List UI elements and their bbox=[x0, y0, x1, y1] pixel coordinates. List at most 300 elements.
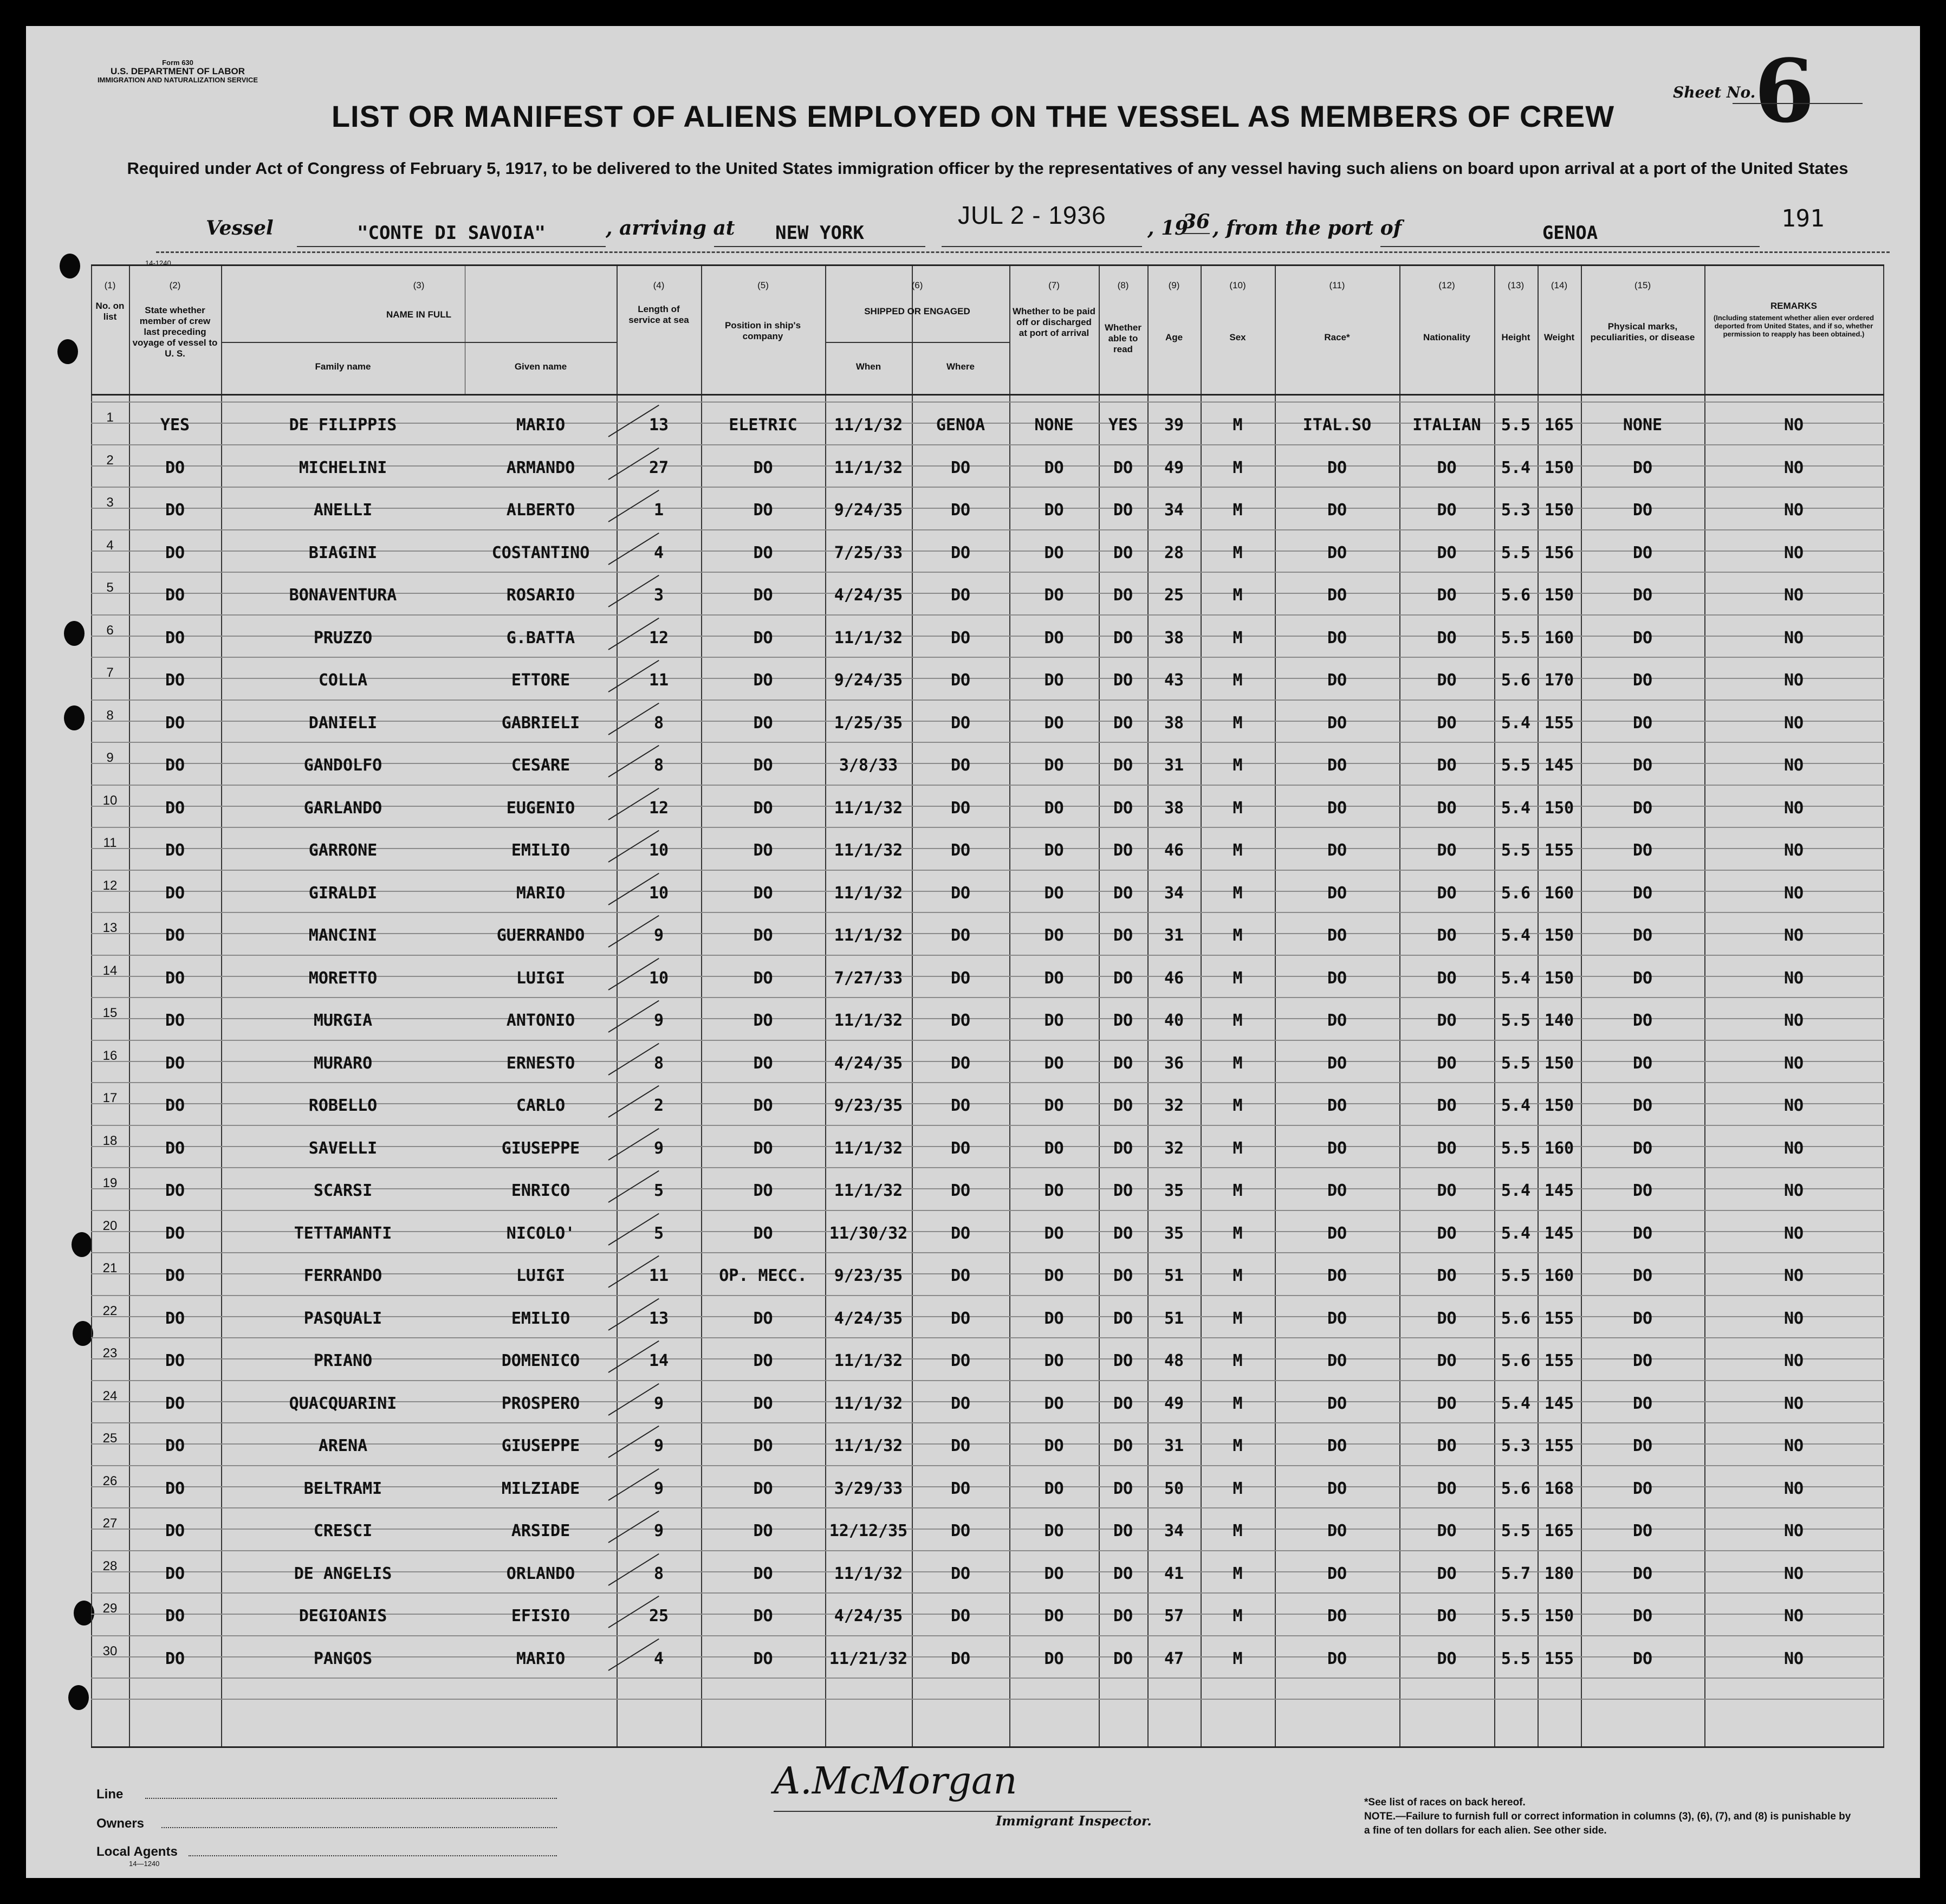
cell-no: 3 bbox=[106, 495, 114, 510]
cell-nat: DO bbox=[1437, 1011, 1457, 1030]
cell-paid: DO bbox=[1044, 586, 1064, 605]
cell-nat: DO bbox=[1437, 1309, 1457, 1328]
cell-wt: 160 bbox=[1544, 628, 1574, 647]
cell-when: 11/1/32 bbox=[834, 458, 903, 477]
cell-len: 25 bbox=[648, 1607, 669, 1625]
cell-prev: YES bbox=[160, 416, 190, 435]
cell-pos: DO bbox=[753, 458, 773, 477]
cell-age: 46 bbox=[1164, 841, 1184, 860]
cell-when: 4/24/35 bbox=[834, 586, 903, 605]
cell-when: 11/1/32 bbox=[834, 416, 903, 435]
vessel-label: Vessel bbox=[206, 217, 274, 239]
cell-wt: 155 bbox=[1544, 1649, 1574, 1668]
cell-nat: DO bbox=[1437, 671, 1457, 690]
cell-given: CESARE bbox=[511, 756, 570, 775]
cell-nat: DO bbox=[1437, 841, 1457, 860]
shipped-subheader-line bbox=[825, 342, 1009, 343]
cell-read: DO bbox=[1113, 1436, 1133, 1455]
ruled-line bbox=[91, 529, 1884, 530]
cell-ht: 5.5 bbox=[1501, 1138, 1531, 1158]
cell-given: COSTANTINO bbox=[491, 543, 590, 562]
cell-family: TETTAMANTI bbox=[294, 1223, 392, 1243]
cell-age: 51 bbox=[1164, 1309, 1184, 1328]
cell-family: PANGOS bbox=[313, 1649, 373, 1668]
cell-no: 9 bbox=[106, 750, 114, 765]
cell-rem: NO bbox=[1783, 1564, 1804, 1583]
cell-nat: DO bbox=[1437, 1053, 1457, 1073]
cell-where: DO bbox=[950, 458, 971, 477]
ruled-line bbox=[91, 1082, 1884, 1083]
cell-read: DO bbox=[1113, 1564, 1133, 1583]
ruled-line bbox=[91, 870, 1884, 871]
cell-ht: 5.6 bbox=[1501, 1479, 1531, 1498]
cell-len: 1 bbox=[653, 501, 664, 520]
cell-family: SAVELLI bbox=[308, 1138, 378, 1158]
cell-pos: DO bbox=[753, 1436, 773, 1455]
cell-age: 40 bbox=[1164, 1011, 1184, 1030]
cell-sex: M bbox=[1233, 586, 1243, 605]
header-bottom-rule bbox=[91, 394, 1884, 396]
cell-race: DO bbox=[1327, 1607, 1347, 1625]
cell-where: DO bbox=[950, 1053, 971, 1073]
cell-phys: DO bbox=[1632, 458, 1653, 477]
header-where: Where bbox=[946, 361, 975, 372]
cell-phys: DO bbox=[1632, 1351, 1653, 1370]
cell-race: DO bbox=[1327, 671, 1347, 690]
cell-race: DO bbox=[1327, 883, 1347, 903]
cell-pos: DO bbox=[753, 713, 773, 733]
cell-race: DO bbox=[1327, 1181, 1347, 1200]
cell-ht: 5.6 bbox=[1501, 671, 1531, 690]
cell-prev: DO bbox=[165, 1223, 185, 1243]
cell-paid: DO bbox=[1044, 1649, 1064, 1668]
cell-ht: 5.6 bbox=[1501, 1351, 1531, 1370]
cell-len: 9 bbox=[653, 1436, 664, 1455]
cell-where: DO bbox=[950, 671, 971, 690]
cell-no: 5 bbox=[106, 580, 114, 595]
cell-phys: DO bbox=[1632, 968, 1653, 988]
cell-sex: M bbox=[1233, 926, 1243, 945]
col-number: (6) bbox=[911, 280, 923, 290]
cell-age: 35 bbox=[1164, 1181, 1184, 1200]
cell-family: GIRALDI bbox=[308, 883, 378, 903]
punch-hole bbox=[73, 1321, 93, 1346]
cell-rem: NO bbox=[1783, 671, 1804, 690]
cell-prev: DO bbox=[165, 968, 185, 988]
cell-len: 14 bbox=[648, 1351, 669, 1370]
cell-paid: DO bbox=[1044, 798, 1064, 818]
cell-when: 11/1/32 bbox=[834, 841, 903, 860]
ruled-line bbox=[91, 1592, 1884, 1594]
cell-nat: DO bbox=[1437, 1266, 1457, 1285]
form-code: 14-1240 bbox=[145, 259, 171, 267]
ruled-line bbox=[91, 742, 1884, 743]
cell-wt: 155 bbox=[1544, 841, 1574, 860]
arrival-date-stamp: JUL 2 - 1936 bbox=[958, 201, 1106, 229]
cell-phys: DO bbox=[1632, 798, 1653, 818]
cell-paid: DO bbox=[1044, 713, 1064, 733]
cell-given: EMILIO bbox=[511, 1309, 570, 1328]
ruled-line bbox=[91, 1550, 1884, 1551]
cell-len: 9 bbox=[653, 1521, 664, 1540]
department-name: U.S. DEPARTMENT OF LABOR bbox=[110, 66, 245, 76]
cell-when: 11/1/32 bbox=[834, 1436, 903, 1455]
cell-read: DO bbox=[1113, 1181, 1133, 1200]
cell-wt: 140 bbox=[1544, 1011, 1574, 1030]
arrival-port: NEW YORK bbox=[714, 222, 925, 247]
ruled-line bbox=[91, 1337, 1884, 1338]
cell-age: 38 bbox=[1164, 713, 1184, 733]
cell-when: 11/1/32 bbox=[834, 926, 903, 945]
cell-phys: DO bbox=[1632, 671, 1653, 690]
cell-phys: DO bbox=[1632, 1053, 1653, 1073]
cell-race: DO bbox=[1327, 458, 1347, 477]
cell-paid: DO bbox=[1044, 1607, 1064, 1625]
cell-len: 4 bbox=[653, 543, 664, 562]
cell-nat: DO bbox=[1437, 968, 1457, 988]
cell-when: 11/30/32 bbox=[829, 1223, 908, 1243]
cell-pos: DO bbox=[753, 543, 773, 562]
cell-paid: DO bbox=[1044, 1266, 1064, 1285]
col-number: (13) bbox=[1507, 280, 1525, 290]
cell-given: MARIO bbox=[516, 883, 566, 903]
cell-no: 19 bbox=[102, 1176, 118, 1190]
cell-len: 27 bbox=[648, 458, 669, 477]
cell-paid: DO bbox=[1044, 1138, 1064, 1158]
cell-no: 15 bbox=[102, 1006, 118, 1020]
cell-paid: DO bbox=[1044, 1011, 1064, 1030]
cell-family: MURARO bbox=[313, 1053, 373, 1073]
cell-paid: DO bbox=[1044, 1096, 1064, 1115]
cell-when: 11/1/32 bbox=[834, 1351, 903, 1370]
cell-rem: NO bbox=[1783, 1138, 1804, 1158]
cell-read: DO bbox=[1113, 628, 1133, 647]
header-no-on-list: No. on list bbox=[95, 301, 125, 322]
cell-family: PRUZZO bbox=[313, 628, 373, 647]
cell-ht: 5.4 bbox=[1501, 926, 1531, 945]
cell-prev: DO bbox=[165, 458, 185, 477]
cell-phys: DO bbox=[1632, 756, 1653, 775]
cell-wt: 170 bbox=[1544, 671, 1574, 690]
cell-given: ROSARIO bbox=[506, 586, 575, 605]
cell-pos: DO bbox=[753, 1223, 773, 1243]
ruled-line bbox=[91, 1125, 1884, 1126]
cell-prev: DO bbox=[165, 841, 185, 860]
cell-phys: DO bbox=[1632, 713, 1653, 733]
cell-read: DO bbox=[1113, 501, 1133, 520]
cell-wt: 150 bbox=[1544, 968, 1574, 988]
cell-given: GABRIELI bbox=[501, 713, 580, 733]
cell-when: 12/12/35 bbox=[829, 1521, 908, 1540]
cell-phys: DO bbox=[1632, 1564, 1653, 1583]
cell-race: DO bbox=[1327, 1479, 1347, 1498]
cell-no: 18 bbox=[102, 1133, 118, 1148]
cell-ht: 5.3 bbox=[1501, 501, 1531, 520]
cell-wt: 150 bbox=[1544, 458, 1574, 477]
cell-read: DO bbox=[1113, 543, 1133, 562]
cell-pos: DO bbox=[753, 756, 773, 775]
cell-rem: NO bbox=[1783, 798, 1804, 818]
cell-nat: DO bbox=[1437, 543, 1457, 562]
cell-phys: DO bbox=[1632, 501, 1653, 520]
cell-sex: M bbox=[1233, 1521, 1243, 1540]
cell-race: DO bbox=[1327, 1351, 1347, 1370]
cell-prev: DO bbox=[165, 1394, 185, 1413]
cell-ht: 5.3 bbox=[1501, 1436, 1531, 1455]
arriving-label: , arriving at bbox=[606, 217, 735, 239]
cell-prev: DO bbox=[165, 1436, 185, 1455]
cell-race: ITAL.SO bbox=[1302, 416, 1372, 435]
cell-pos: DO bbox=[753, 1011, 773, 1030]
cell-sex: M bbox=[1233, 1138, 1243, 1158]
cell-given: MARIO bbox=[516, 416, 566, 435]
cell-paid: DO bbox=[1044, 841, 1064, 860]
cell-read: DO bbox=[1113, 1011, 1133, 1030]
cell-where: DO bbox=[950, 926, 971, 945]
ruled-line bbox=[91, 912, 1884, 913]
header-shipped-engaged: SHIPPED OR ENGAGED bbox=[864, 306, 970, 316]
cell-where: DO bbox=[950, 586, 971, 605]
cell-family: PASQUALI bbox=[303, 1309, 382, 1328]
cell-len: 13 bbox=[648, 416, 669, 435]
cell-phys: NONE bbox=[1623, 416, 1663, 435]
cell-ht: 5.4 bbox=[1501, 968, 1531, 988]
header-name-in-full: NAME IN FULL bbox=[386, 309, 451, 320]
cell-where: DO bbox=[950, 1096, 971, 1115]
cell-phys: DO bbox=[1632, 1223, 1653, 1243]
cell-race: DO bbox=[1327, 1053, 1347, 1073]
cell-when: 11/1/32 bbox=[834, 1011, 903, 1030]
cell-race: DO bbox=[1327, 756, 1347, 775]
cell-no: 29 bbox=[102, 1601, 118, 1616]
footer-line-field bbox=[145, 1798, 557, 1799]
cell-given: ENRICO bbox=[511, 1181, 570, 1200]
cell-age: 31 bbox=[1164, 756, 1184, 775]
cell-prev: DO bbox=[165, 926, 185, 945]
cell-age: 34 bbox=[1164, 883, 1184, 903]
cell-age: 48 bbox=[1164, 1351, 1184, 1370]
cell-age: 34 bbox=[1164, 501, 1184, 520]
cell-given: ETTORE bbox=[511, 671, 570, 690]
cell-family: DE FILIPPIS bbox=[289, 416, 397, 435]
cell-sex: M bbox=[1233, 1309, 1243, 1328]
cell-phys: DO bbox=[1632, 1181, 1653, 1200]
cell-len: 5 bbox=[653, 1181, 664, 1200]
cell-ht: 5.4 bbox=[1501, 798, 1531, 818]
cell-sex: M bbox=[1233, 1649, 1243, 1668]
cell-wt: 160 bbox=[1544, 883, 1574, 903]
footer-line-label: Line bbox=[96, 1787, 124, 1802]
departure-port: GENOA bbox=[1380, 222, 1760, 247]
cell-no: 12 bbox=[102, 878, 118, 893]
cell-read: DO bbox=[1113, 1053, 1133, 1073]
cell-family: CRESCI bbox=[313, 1521, 373, 1540]
punch-hole bbox=[57, 339, 78, 364]
cell-rem: NO bbox=[1783, 713, 1804, 733]
cell-prev: DO bbox=[165, 883, 185, 903]
cell-rem: NO bbox=[1783, 883, 1804, 903]
service-name: IMMIGRATION AND NATURALIZATION SERVICE bbox=[97, 76, 258, 84]
form-identification bbox=[80, 59, 275, 85]
cell-when: 4/24/35 bbox=[834, 1607, 903, 1625]
cell-when: 1/25/35 bbox=[834, 713, 903, 733]
cell-wt: 160 bbox=[1544, 1266, 1574, 1285]
cell-given: NICOLO' bbox=[506, 1223, 575, 1243]
cell-read: DO bbox=[1113, 968, 1133, 988]
cell-len: 9 bbox=[653, 1011, 664, 1030]
ruled-line bbox=[91, 1507, 1884, 1508]
cell-pos: DO bbox=[753, 671, 773, 690]
cell-paid: DO bbox=[1044, 1436, 1064, 1455]
cell-rem: NO bbox=[1783, 1607, 1804, 1625]
col-number: (15) bbox=[1634, 280, 1651, 290]
cell-pos: DO bbox=[753, 883, 773, 903]
cell-phys: DO bbox=[1632, 1096, 1653, 1115]
header-position: Position in ship's company bbox=[724, 320, 801, 341]
cell-no: 1 bbox=[106, 410, 114, 425]
cell-paid: DO bbox=[1044, 926, 1064, 945]
cell-no: 6 bbox=[106, 623, 114, 638]
ruled-line bbox=[91, 997, 1884, 998]
cell-when: 4/24/35 bbox=[834, 1053, 903, 1073]
cell-where: DO bbox=[950, 798, 971, 818]
cell-no: 13 bbox=[102, 921, 118, 935]
cell-paid: DO bbox=[1044, 671, 1064, 690]
form-number: Form 630 bbox=[162, 59, 193, 67]
cell-phys: DO bbox=[1632, 1607, 1653, 1625]
cell-pos: DO bbox=[753, 926, 773, 945]
cell-paid: DO bbox=[1044, 543, 1064, 562]
cell-prev: DO bbox=[165, 1521, 185, 1540]
cell-ht: 5.4 bbox=[1501, 1096, 1531, 1115]
header-given-name: Given name bbox=[514, 361, 567, 372]
cell-wt: 165 bbox=[1544, 1521, 1574, 1540]
cell-len: 13 bbox=[648, 1309, 669, 1328]
header-weight: Weight bbox=[1543, 332, 1575, 342]
cell-no: 8 bbox=[106, 708, 114, 723]
ruled-line bbox=[91, 1210, 1884, 1211]
cell-rem: NO bbox=[1783, 1181, 1804, 1200]
cell-paid: DO bbox=[1044, 1564, 1064, 1583]
cell-ht: 5.5 bbox=[1501, 756, 1531, 775]
cell-prev: DO bbox=[165, 543, 185, 562]
cell-wt: 150 bbox=[1544, 1096, 1574, 1115]
cell-nat: DO bbox=[1437, 1096, 1457, 1115]
cell-no: 17 bbox=[102, 1091, 118, 1105]
cell-read: DO bbox=[1113, 756, 1133, 775]
col-number: (3) bbox=[413, 280, 425, 290]
stamp-number: 191 bbox=[1781, 205, 1825, 232]
cell-rem: NO bbox=[1783, 1309, 1804, 1328]
cell-prev: DO bbox=[165, 1649, 185, 1668]
cell-no: 11 bbox=[103, 836, 117, 850]
cell-len: 8 bbox=[653, 1564, 664, 1583]
cell-age: 25 bbox=[1164, 586, 1184, 605]
ruled-line bbox=[91, 1252, 1884, 1253]
cell-read: DO bbox=[1113, 1266, 1133, 1285]
cell-when: 11/1/32 bbox=[834, 628, 903, 647]
cell-rem: NO bbox=[1783, 926, 1804, 945]
cell-len: 8 bbox=[653, 756, 664, 775]
cell-race: DO bbox=[1327, 841, 1347, 860]
cell-where: DO bbox=[950, 1564, 971, 1583]
cell-paid: DO bbox=[1044, 1223, 1064, 1243]
cell-where: DO bbox=[950, 841, 971, 860]
cell-paid: DO bbox=[1044, 1394, 1064, 1413]
cell-wt: 155 bbox=[1544, 1436, 1574, 1455]
cell-family: SCARSI bbox=[313, 1181, 373, 1200]
cell-race: DO bbox=[1327, 713, 1347, 733]
cell-family: GARLANDO bbox=[303, 798, 382, 818]
cell-len: 9 bbox=[653, 1394, 664, 1413]
cell-prev: DO bbox=[165, 628, 185, 647]
ruled-line bbox=[91, 1699, 1884, 1700]
cell-phys: DO bbox=[1632, 1394, 1653, 1413]
from-port-label: , from the port of bbox=[1212, 217, 1402, 239]
cell-sex: M bbox=[1233, 458, 1243, 477]
cell-phys: DO bbox=[1632, 1479, 1653, 1498]
cell-age: 31 bbox=[1164, 926, 1184, 945]
header-when: When bbox=[855, 361, 881, 372]
cell-where: DO bbox=[950, 1394, 971, 1413]
cell-where: DO bbox=[950, 713, 971, 733]
cell-read: DO bbox=[1113, 671, 1133, 690]
cell-when: 11/1/32 bbox=[834, 798, 903, 818]
cell-no: 14 bbox=[102, 963, 118, 978]
cell-nat: DO bbox=[1437, 1351, 1457, 1370]
cell-phys: DO bbox=[1632, 1011, 1653, 1030]
manifest-sheet bbox=[26, 26, 1920, 1878]
cell-family: COLLA bbox=[318, 671, 368, 690]
cell-pos: DO bbox=[753, 1053, 773, 1073]
sheet-number: 6 bbox=[1754, 40, 1815, 142]
cell-phys: DO bbox=[1632, 926, 1653, 945]
cell-where: DO bbox=[950, 1011, 971, 1030]
cell-sex: M bbox=[1233, 501, 1243, 520]
cell-pos: ELETRIC bbox=[729, 416, 797, 435]
ruled-line bbox=[91, 487, 1884, 488]
col-number: (8) bbox=[1117, 280, 1129, 290]
punch-hole bbox=[64, 705, 85, 730]
cell-rem: NO bbox=[1783, 756, 1804, 775]
cell-family: QUACQUARINI bbox=[289, 1394, 397, 1413]
header-length-service: Length of service at sea bbox=[628, 304, 689, 325]
cell-nat: DO bbox=[1437, 798, 1457, 818]
cell-where: DO bbox=[950, 1266, 971, 1285]
col-number: (12) bbox=[1438, 280, 1455, 290]
name-subheader-line bbox=[221, 342, 617, 343]
cell-len: 5 bbox=[653, 1223, 664, 1243]
footer-agents-field bbox=[189, 1855, 557, 1856]
col-number: (10) bbox=[1229, 280, 1246, 290]
cell-prev: DO bbox=[165, 501, 185, 520]
cell-rem: NO bbox=[1783, 1223, 1804, 1243]
cell-age: 51 bbox=[1164, 1266, 1184, 1285]
cell-read: DO bbox=[1113, 586, 1133, 605]
inspector-label: Immigrant Inspector. bbox=[996, 1813, 1152, 1829]
cell-len: 11 bbox=[648, 671, 669, 690]
cell-pos: OP. MECC. bbox=[719, 1266, 807, 1285]
cell-rem: NO bbox=[1783, 501, 1804, 520]
cell-age: 38 bbox=[1164, 628, 1184, 647]
cell-pos: DO bbox=[753, 1181, 773, 1200]
cell-given: LUIGI bbox=[516, 1266, 566, 1285]
cell-pos: DO bbox=[753, 1309, 773, 1328]
cell-read: DO bbox=[1113, 798, 1133, 818]
cell-where: DO bbox=[950, 1607, 971, 1625]
cell-age: 57 bbox=[1164, 1607, 1184, 1625]
cell-family: MANCINI bbox=[308, 926, 378, 945]
